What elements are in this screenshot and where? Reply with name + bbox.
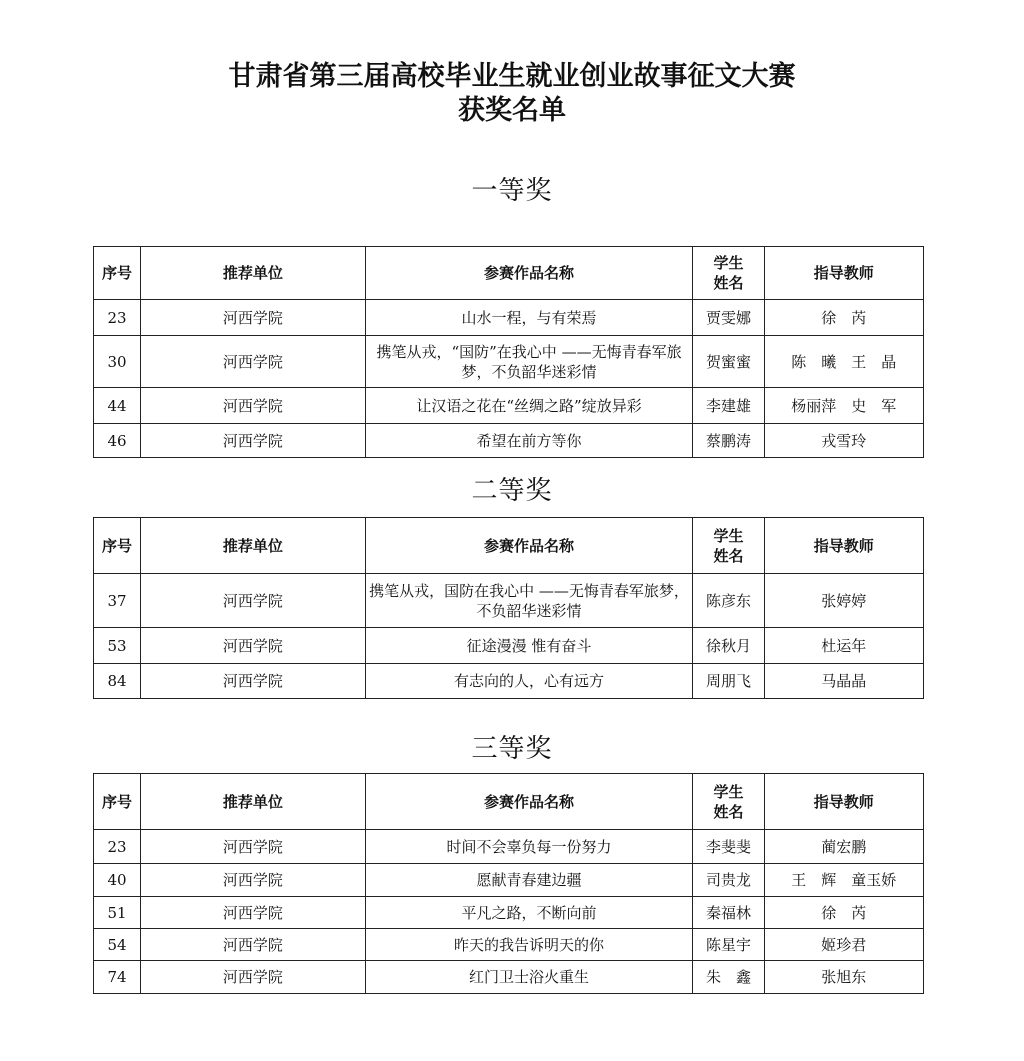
cell-title: 希望在前方等你 bbox=[365, 424, 693, 458]
cell-title: 红门卫士浴火重生 bbox=[365, 961, 693, 994]
document-title bbox=[0, 60, 1024, 128]
cell-no: 84 bbox=[94, 664, 141, 699]
cell-title: 携笔从戎，“国防”在我心中 ——无悔青春军旅梦，不负韶华迷彩情 bbox=[365, 336, 693, 388]
cell-unit: 河西学院 bbox=[141, 830, 366, 864]
cell-teacher: 蔺宏鹏 bbox=[764, 830, 923, 864]
column-header-title: 参赛作品名称 bbox=[365, 774, 693, 830]
second-prize-table bbox=[93, 517, 924, 699]
column-header-unit: 推荐单位 bbox=[141, 247, 366, 300]
column-header-teacher: 指导教师 bbox=[764, 518, 923, 574]
cell-unit: 河西学院 bbox=[141, 929, 366, 961]
table-row bbox=[94, 864, 924, 897]
column-header-no: 序号 bbox=[94, 774, 141, 830]
cell-teacher: 张旭东 bbox=[764, 961, 923, 994]
cell-no: 51 bbox=[94, 897, 141, 929]
third-prize-table bbox=[93, 773, 924, 994]
table-header-row bbox=[94, 247, 924, 300]
column-header-title: 参赛作品名称 bbox=[365, 518, 693, 574]
column-header-unit: 推荐单位 bbox=[141, 774, 366, 830]
table-header-row bbox=[94, 774, 924, 830]
cell-teacher: 张婷婷 bbox=[764, 574, 923, 628]
cell-title: 时间不会辜负每一份努力 bbox=[365, 830, 693, 864]
cell-title: 山水一程，与有荣焉 bbox=[365, 300, 693, 336]
column-header-no: 序号 bbox=[94, 518, 141, 574]
first-prize-table bbox=[93, 246, 924, 458]
cell-title: 愿献青春建边疆 bbox=[365, 864, 693, 897]
cell-no: 44 bbox=[94, 388, 141, 424]
column-header-student: 学生 姓名 bbox=[693, 774, 764, 830]
cell-no: 74 bbox=[94, 961, 141, 994]
cell-no: 40 bbox=[94, 864, 141, 897]
cell-unit: 河西学院 bbox=[141, 424, 366, 458]
cell-teacher: 马晶晶 bbox=[764, 664, 923, 699]
section-heading-first-prize: 一等奖 bbox=[471, 176, 553, 206]
column-header-student: 学生 姓名 bbox=[693, 247, 764, 300]
cell-teacher: 徐 芮 bbox=[764, 300, 923, 336]
cell-title: 昨天的我告诉明天的你 bbox=[365, 929, 693, 961]
cell-title: 平凡之路，不断向前 bbox=[365, 897, 693, 929]
column-header-student: 学生 姓名 bbox=[693, 518, 764, 574]
cell-student: 李斐斐 bbox=[693, 830, 764, 864]
cell-title: 有志向的人，心有远方 bbox=[365, 664, 693, 699]
cell-student: 贾雯娜 bbox=[693, 300, 764, 336]
cell-teacher: 徐 芮 bbox=[764, 897, 923, 929]
title-line-2: 获奖名单 bbox=[458, 95, 566, 126]
cell-unit: 河西学院 bbox=[141, 336, 366, 388]
table-row bbox=[94, 336, 924, 388]
cell-title: 征途漫漫 惟有奋斗 bbox=[365, 628, 693, 664]
cell-student: 周朋飞 bbox=[693, 664, 764, 699]
cell-student: 贺蜜蜜 bbox=[693, 336, 764, 388]
cell-student: 司贵龙 bbox=[693, 864, 764, 897]
section-heading-second-prize: 二等奖 bbox=[471, 476, 553, 506]
cell-no: 37 bbox=[94, 574, 141, 628]
table-row bbox=[94, 929, 924, 961]
table-row bbox=[94, 664, 924, 699]
cell-title: 让汉语之花在“丝绸之路”绽放异彩 bbox=[365, 388, 693, 424]
cell-no: 23 bbox=[94, 830, 141, 864]
cell-no: 53 bbox=[94, 628, 141, 664]
cell-student: 陈彦东 bbox=[693, 574, 764, 628]
table-row bbox=[94, 830, 924, 864]
cell-teacher: 戎雪玲 bbox=[764, 424, 923, 458]
cell-student: 朱 鑫 bbox=[693, 961, 764, 994]
cell-teacher: 王 辉 童玉娇 bbox=[764, 864, 923, 897]
table-row bbox=[94, 388, 924, 424]
section-heading-third-prize: 三等奖 bbox=[471, 734, 553, 764]
cell-title: 携笔从戎，国防在我心中 ——无悔青春军旅梦，不负韶华迷彩情 bbox=[365, 574, 693, 628]
cell-student: 李建雄 bbox=[693, 388, 764, 424]
cell-student: 陈星宇 bbox=[693, 929, 764, 961]
column-header-teacher: 指导教师 bbox=[764, 247, 923, 300]
cell-student: 蔡鹏涛 bbox=[693, 424, 764, 458]
cell-teacher: 陈 曦 王 晶 bbox=[764, 336, 923, 388]
cell-unit: 河西学院 bbox=[141, 864, 366, 897]
cell-unit: 河西学院 bbox=[141, 628, 366, 664]
cell-no: 54 bbox=[94, 929, 141, 961]
cell-student: 秦福林 bbox=[693, 897, 764, 929]
cell-unit: 河西学院 bbox=[141, 300, 366, 336]
table-row bbox=[94, 961, 924, 994]
cell-no: 23 bbox=[94, 300, 141, 336]
column-header-title: 参赛作品名称 bbox=[365, 247, 693, 300]
column-header-no: 序号 bbox=[94, 247, 141, 300]
column-header-teacher: 指导教师 bbox=[764, 774, 923, 830]
cell-no: 46 bbox=[94, 424, 141, 458]
cell-unit: 河西学院 bbox=[141, 574, 366, 628]
cell-teacher: 杨丽萍 史 军 bbox=[764, 388, 923, 424]
cell-unit: 河西学院 bbox=[141, 664, 366, 699]
table-header-row bbox=[94, 518, 924, 574]
cell-student: 徐秋月 bbox=[693, 628, 764, 664]
cell-teacher: 姬珍君 bbox=[764, 929, 923, 961]
table-row bbox=[94, 424, 924, 458]
cell-no: 30 bbox=[94, 336, 141, 388]
table-row bbox=[94, 897, 924, 929]
table-row bbox=[94, 574, 924, 628]
cell-teacher: 杜运年 bbox=[764, 628, 923, 664]
cell-unit: 河西学院 bbox=[141, 897, 366, 929]
cell-unit: 河西学院 bbox=[141, 388, 366, 424]
cell-unit: 河西学院 bbox=[141, 961, 366, 994]
table-row bbox=[94, 628, 924, 664]
column-header-unit: 推荐单位 bbox=[141, 518, 366, 574]
table-row bbox=[94, 300, 924, 336]
title-line-1: 甘肃省第三届高校毕业生就业创业故事征文大赛 bbox=[228, 61, 796, 92]
